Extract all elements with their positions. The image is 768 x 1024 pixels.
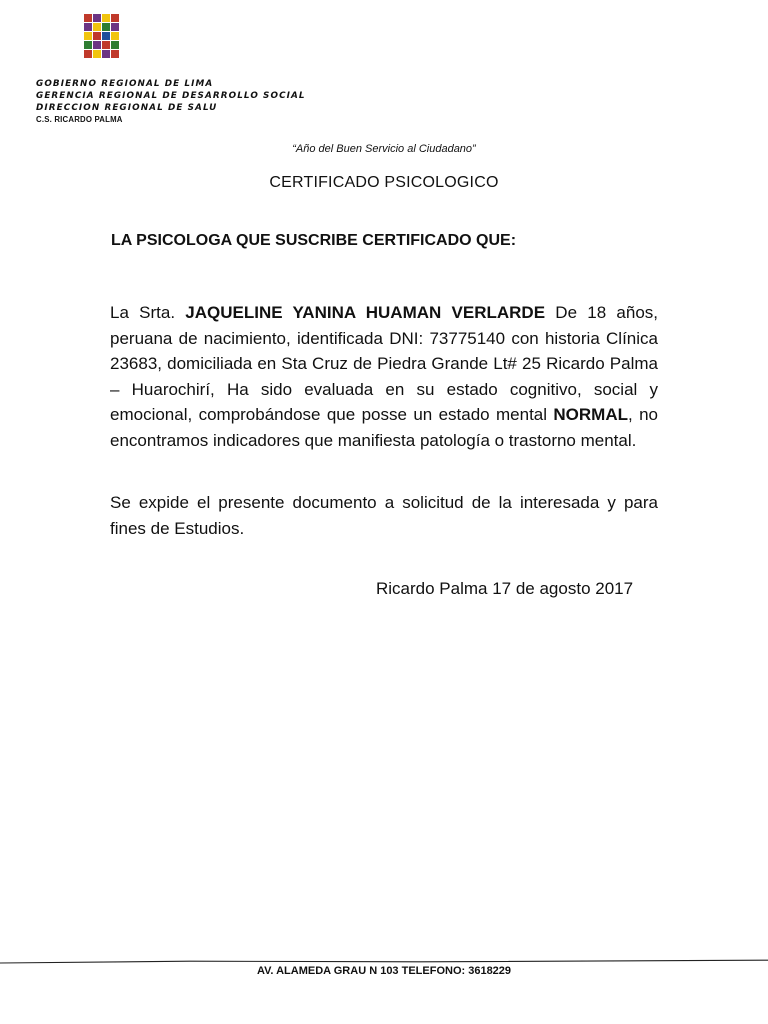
issuance-paragraph: Se expide el presente documento a solicitud de la interesada y para fines de Estudios. <box>110 493 658 538</box>
certification-heading: LA PSICOLOGA QUE SUSCRIBE CERTIFICADO QUE: <box>111 232 517 249</box>
patient-name: JAQUELINE YANINA HUAMAN VERLARDE <box>185 303 546 322</box>
year-motto: “Año del Buen Servicio al Ciudadano” <box>292 143 476 155</box>
letterhead <box>36 78 306 126</box>
letterhead-line-directorate: DIRECCION REGIONAL DE SALU <box>36 103 218 113</box>
certificate-body-paragraph <box>110 300 658 453</box>
body-details-text: De 18 años, peruana de nacimiento, identificada DNI: 73775140 con historia Clínica 23683, domiciliada en Sta Cruz de Piedra Grande Lt# 25 Ricardo Palma – Huarochirí, Ha sido evaluada en su estado cognitivo, social y emocional, comprobándose que posse un estado mental <box>110 303 658 424</box>
letterhead-line-health-center: C.S. RICARDO PALMA <box>36 115 123 124</box>
footer-address: AV. ALAMEDA GRAU N 103 TELEFONO: 3618229 <box>256 965 512 977</box>
body-intro-text: La Srta. <box>110 303 186 322</box>
letterhead-line-government: GOBIERNO REGIONAL DE LIMA <box>36 79 214 89</box>
body-closing-text: , no encontramos indicadores que manifiesta patología o trastorno mental. <box>110 405 658 450</box>
regional-government-logo <box>80 12 122 62</box>
document-title: CERTIFICADO PSICOLOGICO <box>269 174 499 191</box>
mental-state-result: NORMAL <box>553 405 628 424</box>
letterhead-line-management: GERENCIA REGIONAL DE DESARROLLO SOCIAL <box>36 91 306 101</box>
place-and-date: Ricardo Palma 17 de agosto 2017 <box>376 579 634 598</box>
